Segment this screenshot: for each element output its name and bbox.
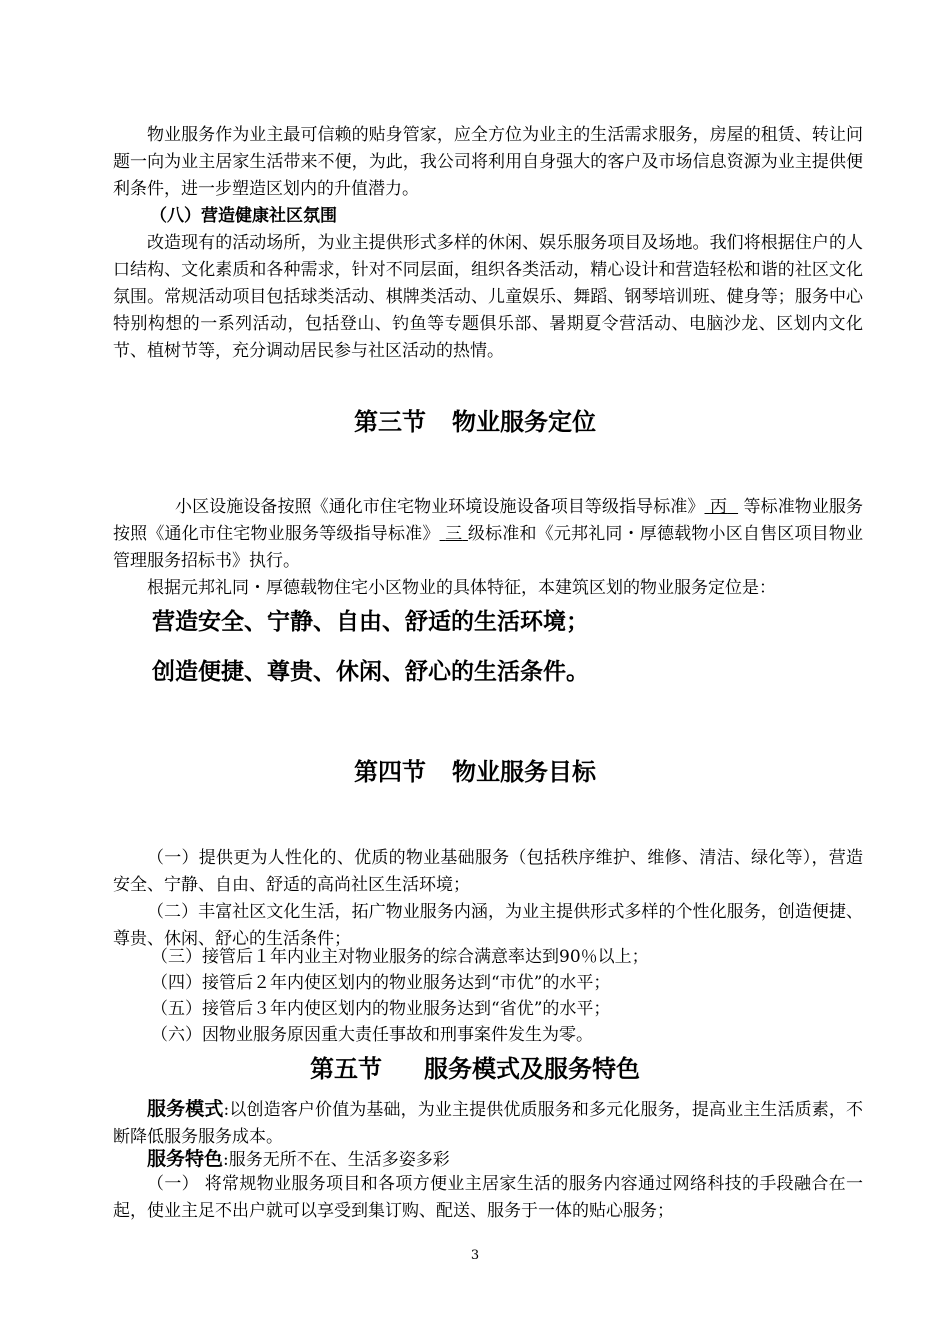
- paragraph-community-activities: 改造现有的活动场所，为业主提供形式多样的休闲、娱乐服务项目及场地。我们将根据住户的人口结构、文化素质和各种需求，针对不同层面，组织各类活动，精心设计和营造轻松和谐的社区文化氛围。常规活动项目包括球类活动、棋牌类活动、儿童娱乐、舞蹈、钢琴培训班、健身等；服务中心特别构想的一系列活动，包括登山、钓鱼等专题俱乐部、暑期夏令营活动、电脑沙龙、区划内文化节、植树节等，充分调动居民参与社区活动的热情。: [113, 233, 863, 361]
- paragraph-service-mode: [113, 1096, 863, 1151]
- paragraph-positioning-intro: 根据元邦礼同・厚德载物住宅小区物业的具体特征，本建筑区划的物业服务定位是：: [147, 578, 776, 598]
- goal-item: （四）接管后２年内使区划内的物业服务达到“市优”的水平；: [151, 973, 611, 993]
- service-grade: 三: [445, 524, 463, 544]
- standards-text-1: 小区设施设备按照《通化市住宅物业环境设施设备项目等级指导标准》: [175, 497, 705, 517]
- slogan-environment: 营造安全、宁静、自由、舒适的生活环境；: [152, 608, 589, 635]
- section-4-title: 物业服务目标: [452, 757, 596, 786]
- paragraph-feature-one: （一） 将常规物业服务项目和各项方便业主居家生活的服务内容通过网络科技的手段融合在一起，使业主足不出户就可以享受到集订购、配送、服务于一体的贴心服务；: [113, 1174, 863, 1221]
- section-3-title: 物业服务定位: [452, 407, 596, 436]
- goal-item: （五）接管后３年内使区划内的物业服务达到“省优”的水平；: [151, 999, 611, 1019]
- standards-text-2: 等标准物业服务按照《通化市住宅物业服务等级指导标准》: [113, 497, 864, 544]
- paragraph-rental-service: 物业服务作为业主最可信赖的贴身管家，应全方位为业主的生活需求服务，房屋的租赁、转让问题一向为业主居家生活带来不便，为此，我公司将利用自身强大的客户及市场信息资源为业主提供便利条件，进一步塑造区划内的升值潜力。: [113, 125, 863, 199]
- service-feature-text: :服务无所不在、生活多姿多彩: [223, 1150, 450, 1170]
- slogan-conditions: 创造便捷、尊贵、休闲、舒心的生活条件。: [152, 658, 589, 685]
- paragraph-standards: [113, 494, 863, 575]
- goal-item: （三）接管后１年内业主对物业服务的综合满意率达到90％以上；: [151, 947, 649, 967]
- service-feature-label: 服务特色: [147, 1148, 224, 1170]
- section-3-number: 第三节: [354, 407, 426, 436]
- paragraph-service-feature: [113, 1146, 863, 1174]
- goal-item: （六）因物业服务原因重大责任事故和刑事案件发生为零。: [151, 1025, 593, 1045]
- service-mode-text: :以创造客户价值为基础，为业主提供优质服务和多元化服务，提高业主生活质素，不断降低服务服务成本。: [113, 1100, 863, 1147]
- section-5-heading: [0, 1053, 950, 1085]
- page-number: 3: [470, 1248, 480, 1263]
- service-mode-label: 服务模式: [147, 1098, 224, 1120]
- subheading-community-atmosphere: （八）营造健康社区氛围: [150, 206, 337, 226]
- standards-text-3: 级标准和《元邦礼同・厚德载物小区自售区项目物业管理服务招标书》执行。: [113, 524, 864, 571]
- section-3-heading: [0, 406, 950, 438]
- goal-item: （二）丰富社区文化生活，拓广物业服务内涵，为业主提供形式多样的个性化服务，创造便捷、尊贵、休闲、舒心的生活条件；: [113, 902, 863, 949]
- section-4-number: 第四节: [354, 757, 426, 786]
- goal-item: （一）提供更为人性化的、优质的物业基础服务（包括秩序维护、维修、清洁、绿化等），营造安全、宁静、自由、舒适的高尚社区生活环境；: [113, 848, 863, 895]
- facility-grade: 丙: [709, 497, 728, 517]
- section-4-heading: [0, 756, 950, 788]
- section-5-number: 第五节: [310, 1054, 382, 1083]
- section-5-title: 服务模式及服务特色: [424, 1054, 640, 1083]
